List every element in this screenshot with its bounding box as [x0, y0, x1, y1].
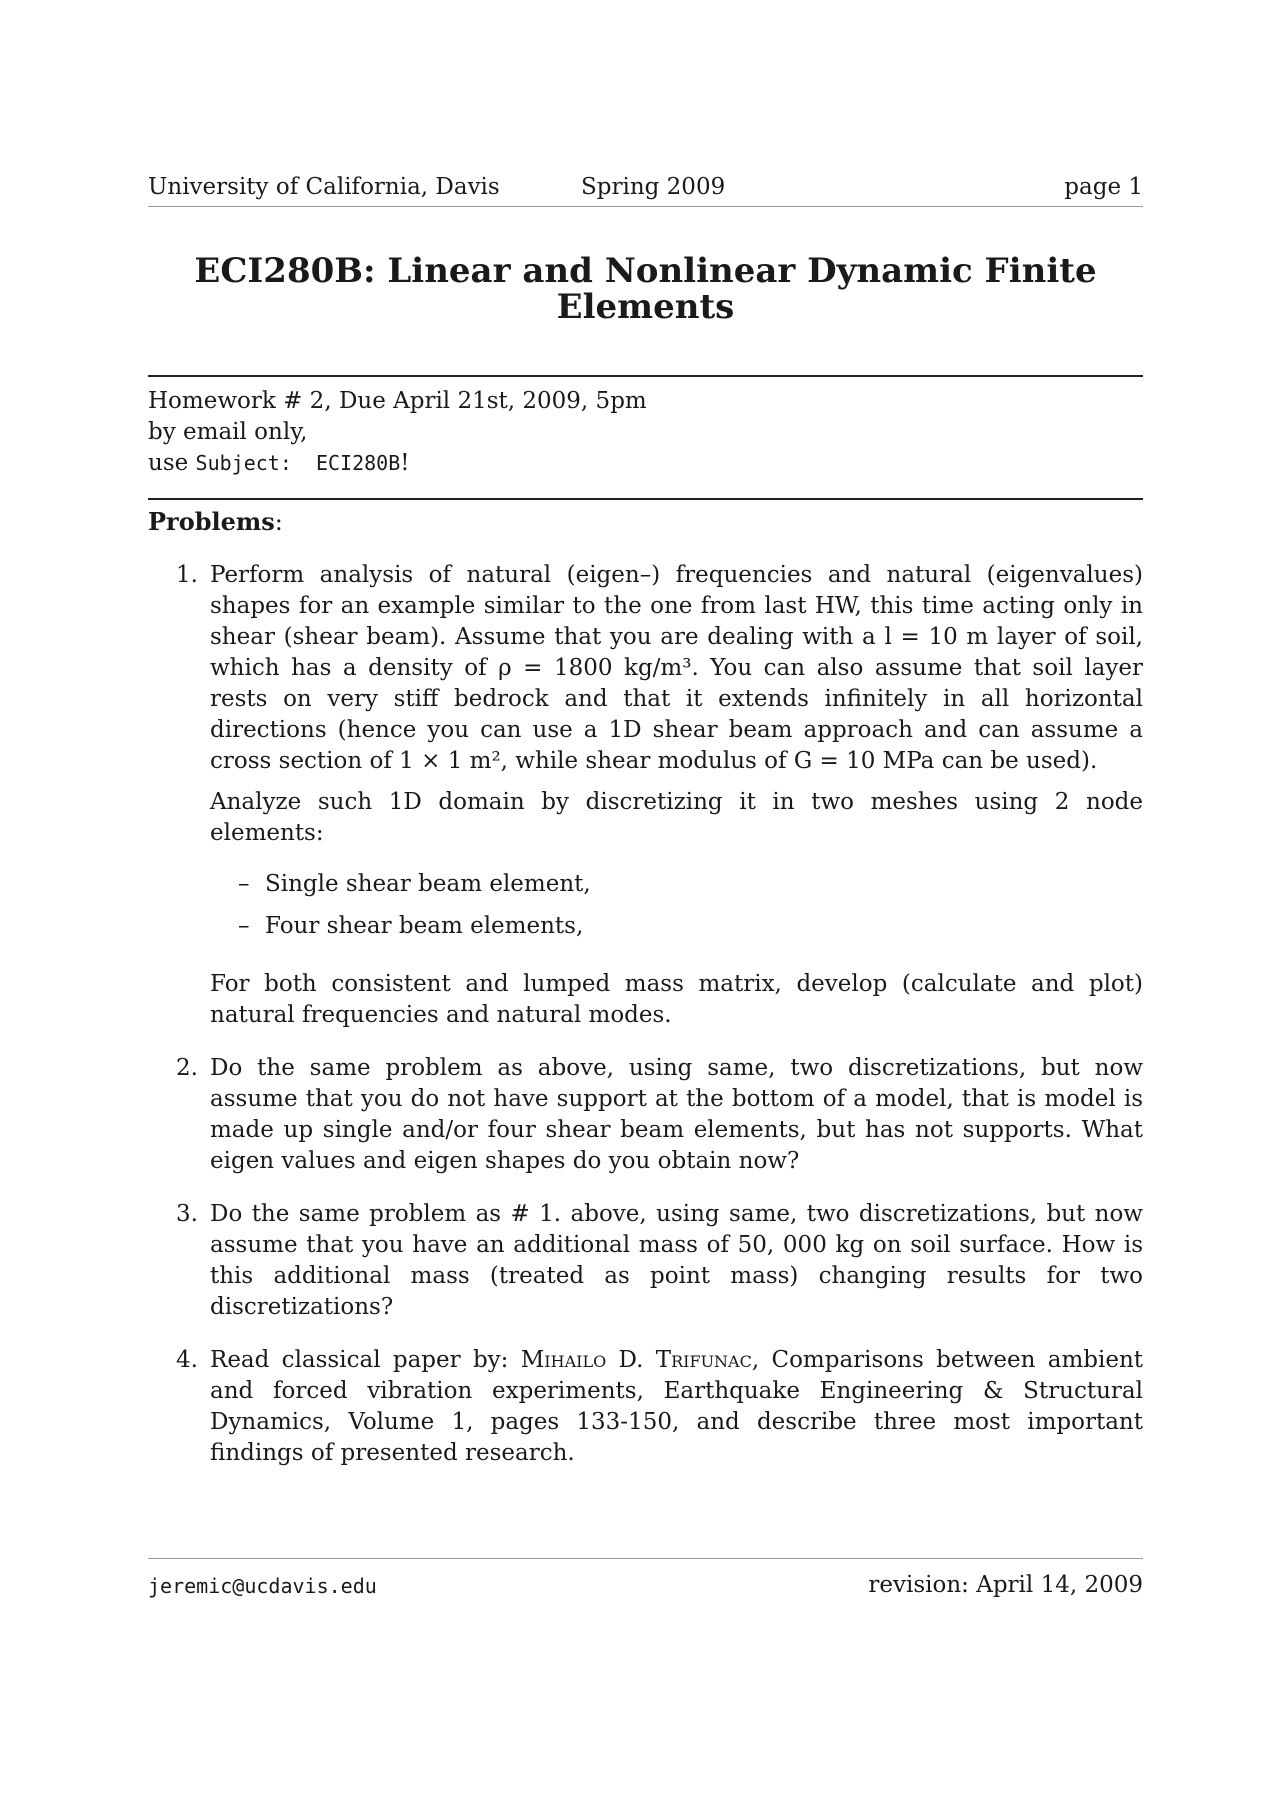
problem-1-analyze: Analyze such 1D domain by discretizing it in two meshes using 2 node elements: [210, 789, 1143, 846]
problem-1-closing: For both consistent and lumped mass matrix, develop (calculate and plot) natural frequencies and natural modes. [210, 971, 1143, 1028]
problem-number: 2. [176, 1055, 198, 1081]
dash-marker: – [238, 871, 250, 897]
footer-revision: revision: April 14, 2009 [868, 1572, 1143, 1598]
subject-prefix: use [148, 450, 196, 476]
problem-4 [148, 1345, 1143, 1469]
top-rule [148, 375, 1143, 377]
problems-list [148, 560, 1143, 1469]
mesh-options-list [210, 869, 1143, 942]
footer-rule [148, 1558, 1143, 1559]
footer-email: jeremic@ucdavis.edu [148, 1574, 377, 1598]
mesh-option-text: Single shear beam element, [265, 871, 591, 897]
problem-4-prefix: Read classical paper by: [210, 1347, 521, 1373]
problem-4-text [210, 1345, 1143, 1469]
problem-number: 3. [176, 1201, 198, 1227]
problems-heading [148, 507, 283, 536]
mesh-option [210, 911, 1143, 942]
subject-suffix: ! [400, 450, 410, 476]
problem-1-text: Perform analysis of natural (eigen–) frequencies and natural (eigenvalues) shapes for an example similar to the one from last HW, this time acting only in shear (shear beam). Assume that you are dealing with a l = 10 m layer of soil, which has a density of ρ = 1800 kg/m³. You can also assume that soil layer rests on very stiff bedrock and that it extends infinitely in all horizontal directions (hence you can use a 1D shear beam approach and can assume a cross section of 1 × 1 m², while shear modulus of G = 10 MPa can be used). [210, 562, 1143, 774]
header-page-number: page 1 [1064, 174, 1143, 200]
document-title: ECI280B: Linear and Nonlinear Dynamic Finite Elements [194, 251, 1097, 327]
problem-3-text: Do the same problem as # 1. above, using same, two discretizations, but now assume that you have an additional mass of 50, 000 kg on soil surface. How is this additional mass (treated as point mass) changing results for two discretizations? [210, 1201, 1143, 1320]
mesh-option-text: Four shear beam elements, [265, 913, 584, 939]
homework-delivery-line: by email only, [148, 419, 308, 445]
problem-1 [148, 560, 1143, 1031]
problems-heading-text: Problems [148, 507, 275, 536]
problem-2 [148, 1053, 1143, 1177]
problem-number: 1. [176, 562, 198, 588]
dash-marker: – [238, 913, 250, 939]
paper-author: Mihailo D. Trifunac [520, 1347, 752, 1373]
problem-2-text: Do the same problem as above, using same, two discretizations, but now assume that you do not have support at the bottom of a model, that is model is made up single and/or four shear beam elements, but has not supports. What eigen values and eigen shapes do you obtain now? [210, 1055, 1143, 1174]
problem-number: 4. [176, 1347, 198, 1373]
header-term: Spring 2009 [581, 174, 726, 200]
homework-due-line: Homework # 2, Due April 21st, 2009, 5pm [148, 388, 647, 414]
problems-heading-colon: : [274, 508, 283, 536]
problem-3 [148, 1199, 1143, 1323]
bottom-rule [148, 498, 1143, 500]
homework-subject-line [148, 448, 647, 479]
problem-4-suffix: , Comparisons between ambient and forced vibration experiments, Earthquake Engineering & Structural Dynamics, Volume 1, pages 133-150, and describe three most important findings of presented research. [210, 1347, 1144, 1466]
homework-info [148, 386, 647, 479]
subject-code: Subject: ECI280B [195, 451, 401, 475]
header-institution: University of California, Davis [148, 174, 500, 200]
running-header [148, 174, 1143, 207]
mesh-option [210, 869, 1143, 900]
